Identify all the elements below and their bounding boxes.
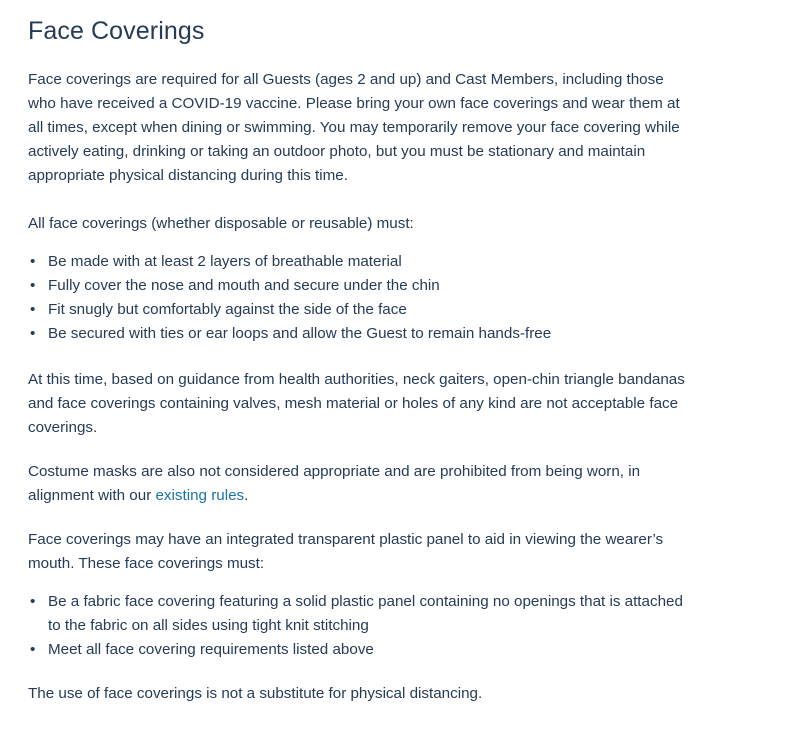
requirements-list — [28, 250, 688, 346]
list-item-text: Be secured with ties or ear loops and allow the Guest to remain hands-free — [48, 325, 552, 342]
list-item-text: Be made with at least 2 layers of breathable material — [48, 253, 402, 270]
bullet-icon: • — [30, 253, 36, 270]
final-paragraph: The use of face coverings is not a substitute for physical distancing. — [28, 685, 483, 702]
bullet-icon: • — [30, 325, 36, 342]
page-title: Face Coverings — [28, 17, 205, 45]
costume-suffix: . — [244, 487, 249, 504]
list-item — [28, 274, 688, 298]
list-item-text: Fit snugly but comfortably against the side of the face — [48, 301, 407, 318]
panel-requirements-list — [28, 590, 688, 662]
list-item-text: Fully cover the nose and mouth and secure under the chin — [48, 277, 440, 294]
costume-paragraph — [28, 460, 688, 508]
bullet-icon: • — [30, 641, 36, 658]
guidance-paragraph: At this time, based on guidance from health authorities, neck gaiters, open-chin triangle bandanas and face coverings containing valves, mesh material or holes of any kind are not acceptable face coverings. — [28, 371, 685, 436]
costume-text: Costume masks are also not considered appropriate and are prohibited from being worn, in alignment with our — [28, 463, 641, 504]
list-item-text: Meet all face covering requirements listed above — [48, 641, 374, 658]
requirements-intro: All face coverings (whether disposable or reusable) must: — [28, 215, 414, 232]
bullet-icon: • — [30, 593, 36, 610]
panel-intro-paragraph: Face coverings may have an integrated transparent plastic panel to aid in viewing the wearer’s mouth. These face coverings must: — [28, 531, 664, 572]
list-item — [28, 322, 688, 346]
intro-paragraph: Face coverings are required for all Guests (ages 2 and up) and Cast Members, including those who have received a COVID-19 vaccine. Please bring your own face coverings and wear them at all times, except when dining or swimming. You may temporarily remove your face covering while actively eating, drinking or taking an outdoor photo, but you must be stationary and maintain appropriate physical distancing during this time. — [28, 71, 680, 184]
face-coverings-section — [28, 14, 688, 706]
bullet-icon: • — [30, 301, 36, 318]
list-item — [28, 638, 688, 662]
list-item — [28, 298, 688, 322]
list-item — [28, 590, 688, 638]
list-item — [28, 250, 688, 274]
list-item-text: Be a fabric face covering featuring a solid plastic panel containing no openings that is attached to the fabric on all sides using tight knit stitching — [48, 593, 683, 634]
existing-rules-link[interactable]: existing rules — [155, 487, 245, 504]
bullet-icon: • — [30, 277, 36, 294]
